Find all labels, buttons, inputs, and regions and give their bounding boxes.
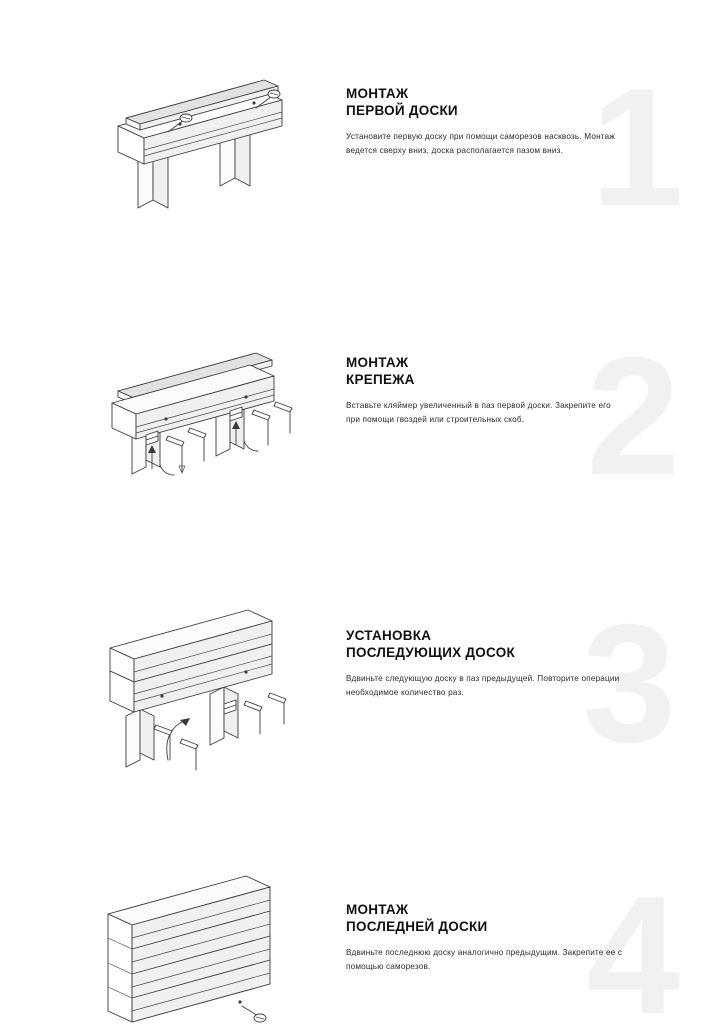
step-description: Вставьте кляймер увеличенный в паз первой доски. Закрепите его при помощи гвоздей или строительных скоб. [346, 401, 611, 424]
step-number-watermark: 1 [590, 53, 680, 241]
step-number-watermark: 2 [586, 322, 676, 510]
step-title: УСТАНОВКА ПОСЛЕДУЮЩИХ ДОСОК [346, 628, 515, 660]
step-item [0, 861, 724, 1024]
nail-fastener [252, 410, 270, 445]
screw-fastener [242, 1006, 266, 1022]
fastener-mounting-diagram [96, 347, 328, 527]
nail-fastener [180, 739, 198, 770]
step-text-column [328, 620, 676, 699]
step-description: Установите первую доску при помощи саморезов насквозь. Монтаж ведется сверху вниз, доска располагается пазом вниз. [346, 132, 616, 155]
nail-fastener [154, 725, 172, 760]
step-item [0, 322, 724, 542]
step-text-column [328, 894, 676, 973]
first-board-mounting-diagram [96, 78, 328, 258]
nail-fastener [274, 402, 292, 433]
last-board-mounting-diagram [96, 894, 328, 1024]
step-item [0, 589, 724, 815]
nail-fastener [268, 693, 286, 724]
step-title: МОНТАЖ КРЕПЕЖА [346, 355, 415, 387]
step-description: Вдвиньте последнюю доску аналогично предыдущим. Закрепите ее с помощью саморезов. [346, 948, 623, 971]
step-title: МОНТАЖ ПОСЛЕДНЕЙ ДОСКИ [346, 902, 488, 934]
step-number-watermark: 3 [582, 589, 672, 777]
nail-fastener [188, 428, 206, 461]
step-text-column [328, 347, 676, 426]
step-title: МОНТАЖ ПЕРВОЙ ДОСКИ [346, 86, 458, 118]
step-text-column [328, 78, 676, 157]
step-number-watermark: 4 [586, 861, 676, 1024]
subsequent-boards-diagram [96, 620, 328, 800]
step-item [0, 53, 724, 273]
step-description: Вдвиньте следующую доску в паз предыдущей. Повторите операции необходимое количество раз. [346, 674, 620, 697]
nail-fastener [166, 436, 185, 473]
nail-fastener [244, 701, 262, 734]
